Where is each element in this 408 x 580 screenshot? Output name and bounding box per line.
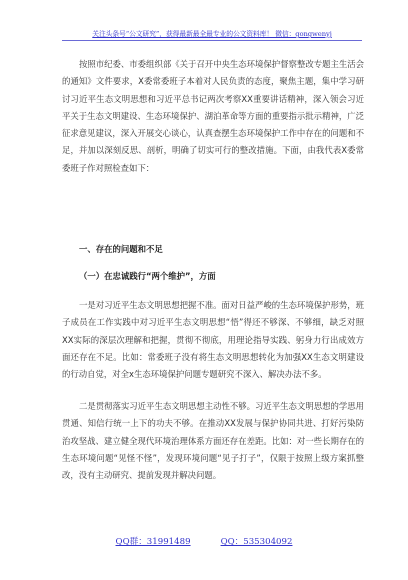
footer-qq-group-link[interactable]: QQ群：31991489 (115, 537, 191, 547)
footer-qq-link[interactable]: QQ：535304092 (220, 537, 293, 547)
footer (0, 535, 408, 547)
header-promo-link[interactable]: 关注头条号“公文研究”，获得最新最全最专业的公文资料库！ 微信：gongwenyj (92, 30, 332, 38)
header-divider (62, 40, 362, 41)
intro-paragraph: 按照市纪委、市委组织部《关于召开中央生态环境保护督察整改专题主生活会的通知》文件要求，X委常委班子本着对人民负责的态度，聚焦主题，集中学习研讨习近平生态文明思想和习近平总书记两次考察XX重要讲话精神，深入领会习近平关于生态文明建设、生态环境保护、湖泊革命等方面的重要指示批示精神，广泛征求意见建议，深入开展交心谈心，认真查摆生态环境保护工作中存在的问题和不足，并加以深刻反思、剖析，明确了切实可行的整改措施。下面，由我代表X委常委班子作对照检查如下： (62, 59, 364, 173)
section-heading: 一、存在的问题和不足 (79, 244, 163, 254)
paragraph-1: 一是对习近平生态文明思想把握不准。面对日益严峻的生态环境保护形势，班子成员在工作实践中对习近平生态文明思想“悟”得还不够深、不够细，缺乏对照XX实际的深层次理解和把握，贯彻不彻底，用理论指导实践、躬身力行出成效方面还存在不足。比如：常委班子没有将生态文明思想转化为加强XX生态文明建设的行动自觉，对全x生态环境保护问题专题研究不深入、解决办法不多。 (62, 300, 364, 380)
subsection-heading: （一）在忠诚践行“两个维护”，方面 (79, 271, 216, 281)
paragraph-2: 二是贯彻落实习近平生态文明思想主动性不够。习近平生态文明思想的学思用贯通、知信行统一上下的功夫不够。在推动XX发展与保护协同共进、打好污染防治攻坚战、建立健全现代环境治理体系方面还存在差距。比如：对一些长期存在的生态环境问题“见怪不怪”，发现环境问题“见子打子”，仅限于按照上级方案抓整改，没有主动研究、提前发现并解决问题。 (62, 401, 364, 481)
